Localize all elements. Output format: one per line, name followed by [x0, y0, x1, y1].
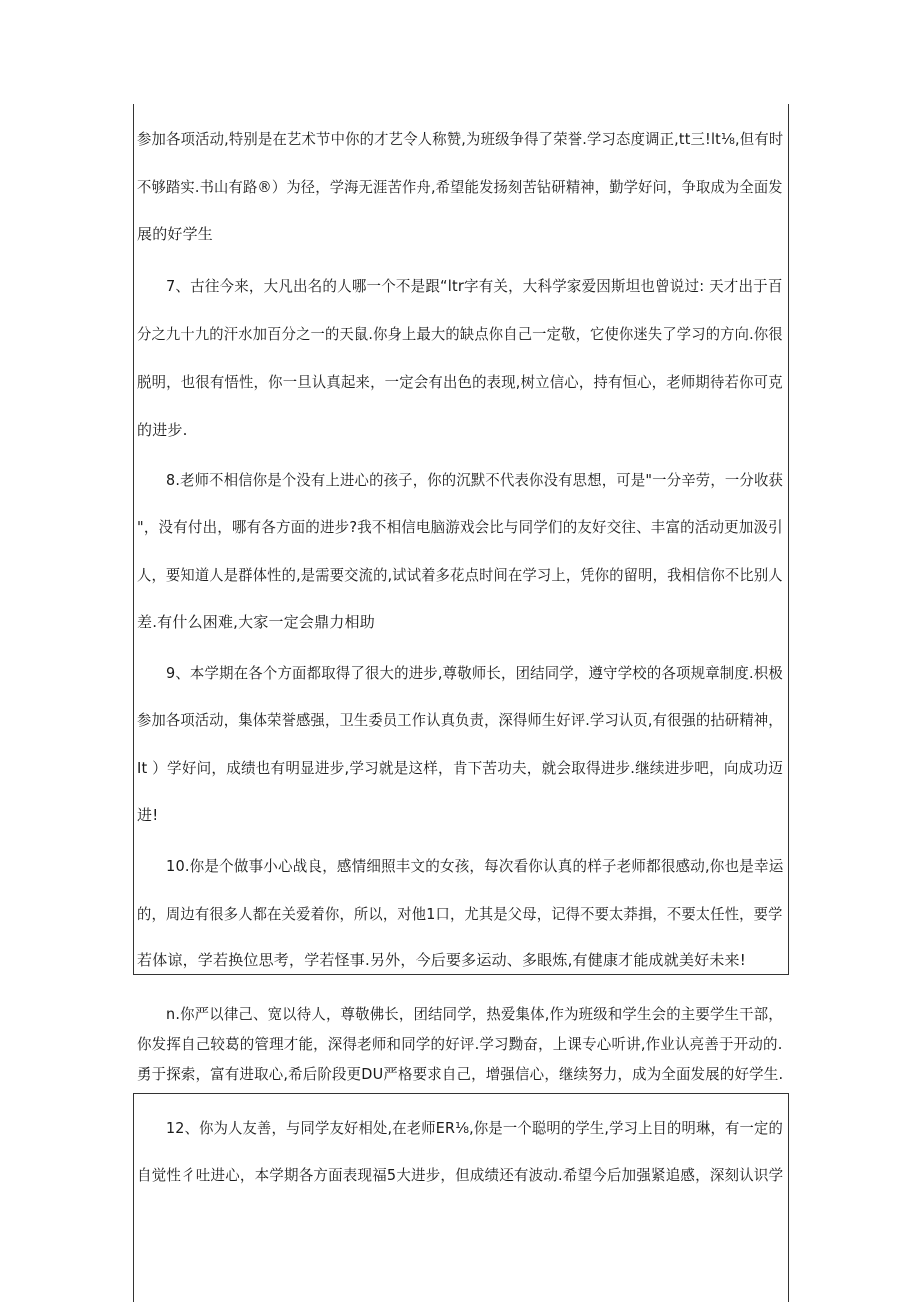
text-line: 的，周边有很多人都在关爱着你，所以，对他1口，尤其是父母，记得不要太莽揖，不要太任性，要学: [137, 905, 783, 923]
paragraph-7-start: 7、古往今来，大凡出名的人哪一个不是跟“ltr字有关，大科学家爱因斯坦也曾说过: 天才出于百: [166, 277, 783, 295]
text-line: 展的好学生: [137, 225, 214, 243]
text-line: 人，要知道人是群体性的,是需要交流的,试试着多花点时间在学习上，凭你的留明，我相信你不比别人: [137, 566, 783, 584]
text-line: "，没有付出，哪有各方面的进步?我不相信电脑游戏会比与同学们的友好交往、丰富的活动更加汲引: [137, 518, 783, 536]
text-line: 参加各项活动,特别是在艺术节中你的才艺令人称赞,为班级争得了荣誉.学习态度调正,tt三!lt⅛,但有时: [137, 130, 784, 148]
text-line: 不够踏实.书山有路®）为径，学海无涯苦作舟,希望能发扬刻苦钻研精神，勤学好问，争取成为全面发: [137, 178, 783, 196]
paragraph-10-start: 10.你是个做事小心战良，感情细照丰文的女孩，每次看你认真的样子老师都很感动,你也是幸运: [166, 857, 784, 875]
text-line: 勇于探索，富有进取心,希后阶段更DU严格要求自己，增强信心，继续努力，成为全面发展的好学生.: [137, 1065, 784, 1083]
text-line: 自觉性彳吐进心，本学期各方面表现福5大进步，但成绩还有波动.希望今后加强紧追感，深刻认识学: [137, 1166, 784, 1184]
text-line: 你发挥自己较葛的管理才能，深得老师和同学的好评.学习黝奋，上课专心听讲,作业认亮善于开动的.: [137, 1035, 783, 1053]
text-line: 脱明，也很有悟性，你一旦认真起来，一定会有出色的表现,树立信心，持有恒心，老师期待若你可克: [137, 373, 783, 391]
paragraph-9-start: 9、本学期在各个方面都取得了很大的进步,尊敬师长，团结同学，遵守学校的各项规章制度.枳极: [166, 664, 783, 682]
text-line: 参加各项活动，集体荣誉感强，卫生委员工作认真负责，深得师生好评.学习认页,有很强的拈研精神，: [137, 711, 783, 729]
text-frame-upper: [133, 104, 789, 975]
text-line: It ）学好问，成绩也有明显进步,学习就是这样，肯下苦功夫，就会取得进步.继续进步吧，向成功迈: [137, 759, 784, 777]
text-line: 进!: [137, 806, 159, 824]
text-line: 的进步.: [137, 421, 188, 439]
paragraph-12-start: 12、你为人友善，与同学友好相处,在老师ER⅛,你是一个聪明的学生,学习上目的明琳，有一定的: [166, 1119, 784, 1137]
text-line: 若体谅，学若换位思考，学若怪事.另外，今后要多运动、多眼炼,有健康才能成就美好未来!: [137, 951, 746, 969]
text-line: 分之九十九的汗水加百分之一的天鼠.你身上最大的缺点你自己一定敬，它使你迷失了学习的方向.你很: [137, 325, 783, 343]
paragraph-8-start: 8.老师不相信你是个没有上进心的孩子，你的沉默不代表你没有思想，可是"一分辛劳，一分收获: [166, 471, 784, 489]
paragraph-11-start: n.你严以律己、宽以待人，尊敬佛长，团结同学，热爱集体,作为班级和学生会的主要学生干部，: [166, 1005, 783, 1023]
text-line: 差.有什么困难,大家一定会鼎力相助: [137, 613, 375, 631]
